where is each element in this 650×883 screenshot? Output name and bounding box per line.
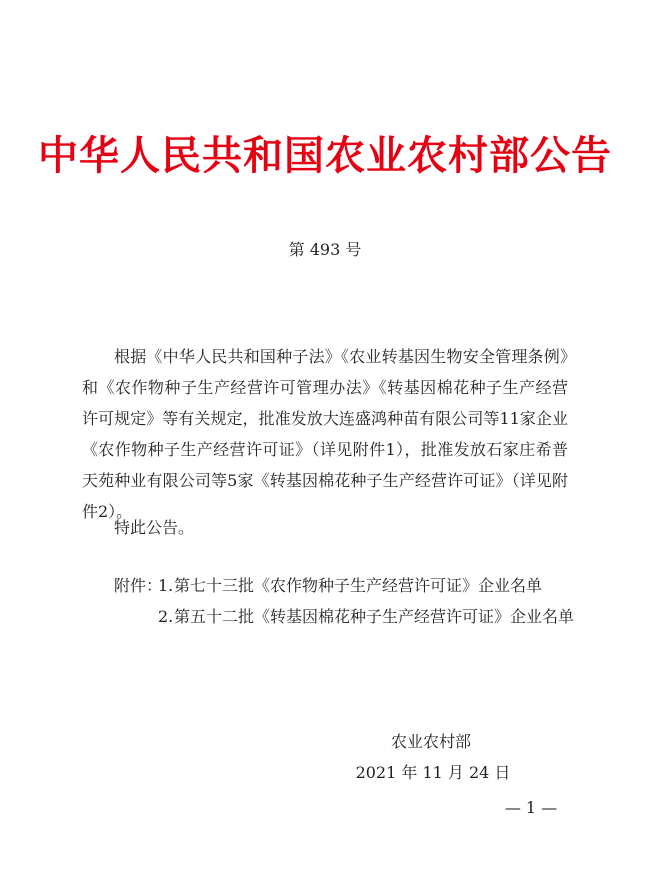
attachment-item (158, 601, 578, 632)
signature-organization: 农业农村部 (390, 732, 471, 751)
announcement-title: 中华人民共和国农业农村部公告 (38, 132, 612, 179)
closing-statement: 特此公告。 (114, 518, 195, 537)
attachment-number: 2. (158, 607, 174, 626)
body-paragraph: 根据《中华人民共和国种子法》《农业转基因生物安全管理条例》和《农作物种子生产经营许可管理办法》《转基因棉花种子生产经营许可规定》等有关规定，批准发放大连盛鸿种苗有限公司等11家企业《农作物种子生产经营许可证》（详见附件1），批准发放石家庄希普天苑种业有限公司等5家《转基因棉花种子生产经营许可证》（详见附件2）。 (82, 347, 568, 521)
attachment-item (158, 570, 578, 601)
attachments-label: 附件： (114, 576, 163, 595)
page-number: — 1 — (504, 798, 558, 817)
signature-date: 2021 年 11 月 24 日 (355, 763, 511, 782)
document-number: 第 493 号 (288, 240, 362, 259)
attachment-text: 第七十三批《农作物种子生产经营许可证》企业名单 (174, 576, 543, 595)
attachment-text: 第五十二批《转基因棉花种子生产经营许可证》企业名单 (174, 607, 575, 626)
attachment-number: 1. (158, 576, 174, 595)
